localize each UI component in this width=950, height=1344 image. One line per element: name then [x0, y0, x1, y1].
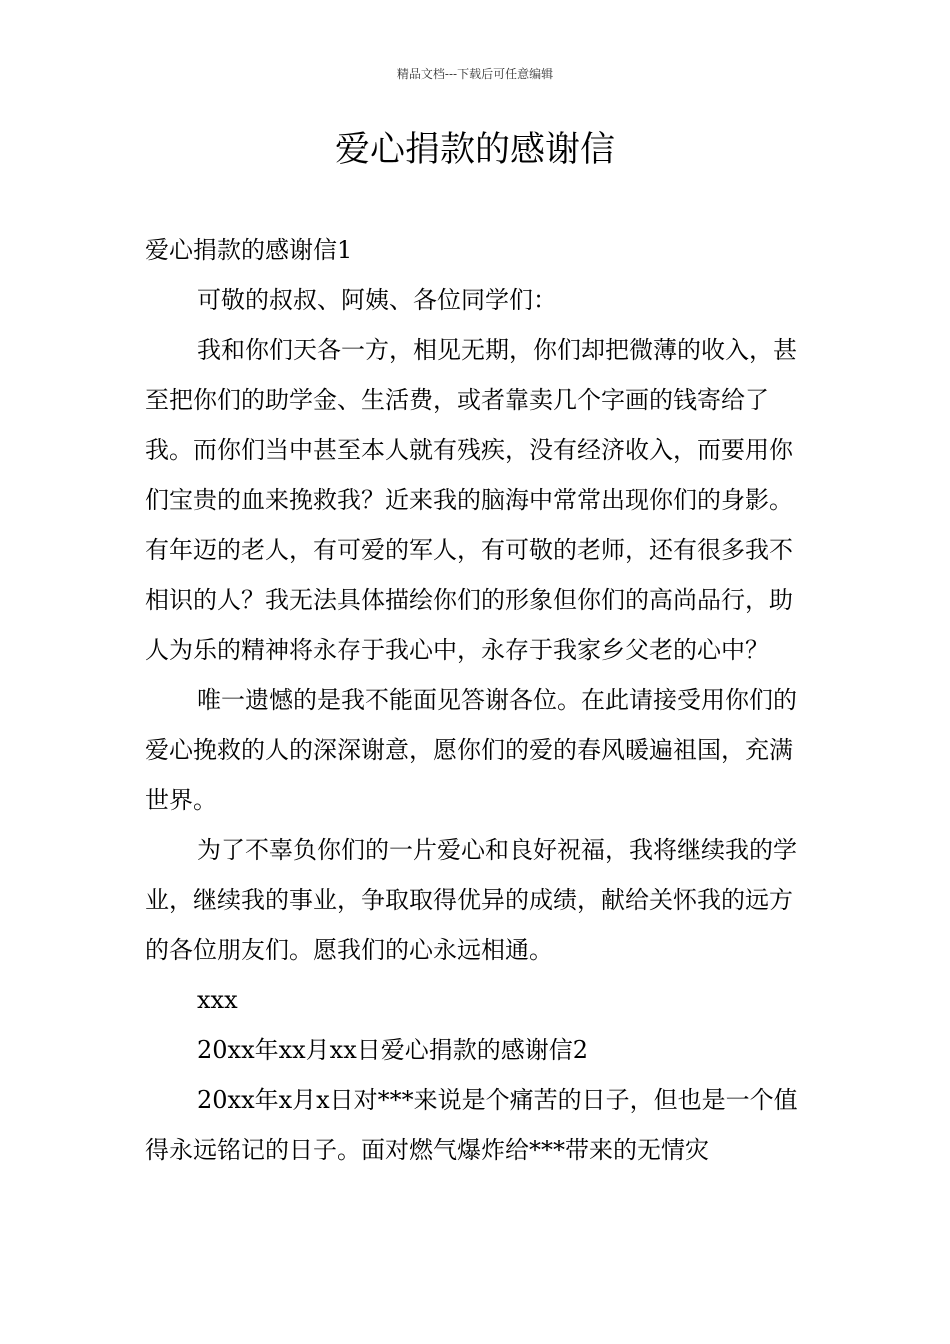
- document-body: [145, 225, 815, 1175]
- paragraph-3: 为了不辜负你们的一片爱心和良好祝福，我将继续我的学业，继续我的事业，争取取得优异的成绩，献给关怀我的远方的各位朋友们。愿我们的心永远相通。: [145, 836, 797, 964]
- signature: xxx: [197, 986, 238, 1014]
- document-title: 爱心捐款的感谢信: [334, 130, 615, 170]
- section-heading-1: 爱心捐款的感谢信1: [145, 236, 353, 264]
- salutation: 可敬的叔叔、阿姨、各位同学们：: [197, 286, 557, 314]
- paragraph-2: 唯一遗憾的是我不能面见答谢各位。在此请接受用你们的爱心挽救的人的深深谢意，愿你们的爱的春风暖遍祖国，充满世界。: [145, 686, 797, 814]
- header-note: 精品文档---下载后可任意编辑: [396, 67, 554, 81]
- paragraph-4: 20xx年x月x日对***来说是个痛苦的日子，但也是一个值得永远铭记的日子。面对燃气爆炸给***带来的无情灾: [145, 1086, 798, 1164]
- paragraph-1: 我和你们天各一方，相见无期，你们却把微薄的收入，甚至把你们的助学金、生活费，或者靠卖几个字画的钱寄给了我。而你们当中甚至本人就有残疾，没有经济收入，而要用你们宝贵的血来挽救我？近来我的脑海中常常出现你们的身影。有年迈的老人，有可爱的军人，有可敬的老师，还有很多我不相识的人？我无法具体描绘你们的形象但你们的高尚品行，助人为乐的精神将永存于我心中，永存于我家乡父老的心中？: [145, 336, 797, 664]
- date-and-section-heading-2: 20xx年xx月xx日爱心捐款的感谢信2: [197, 1036, 589, 1064]
